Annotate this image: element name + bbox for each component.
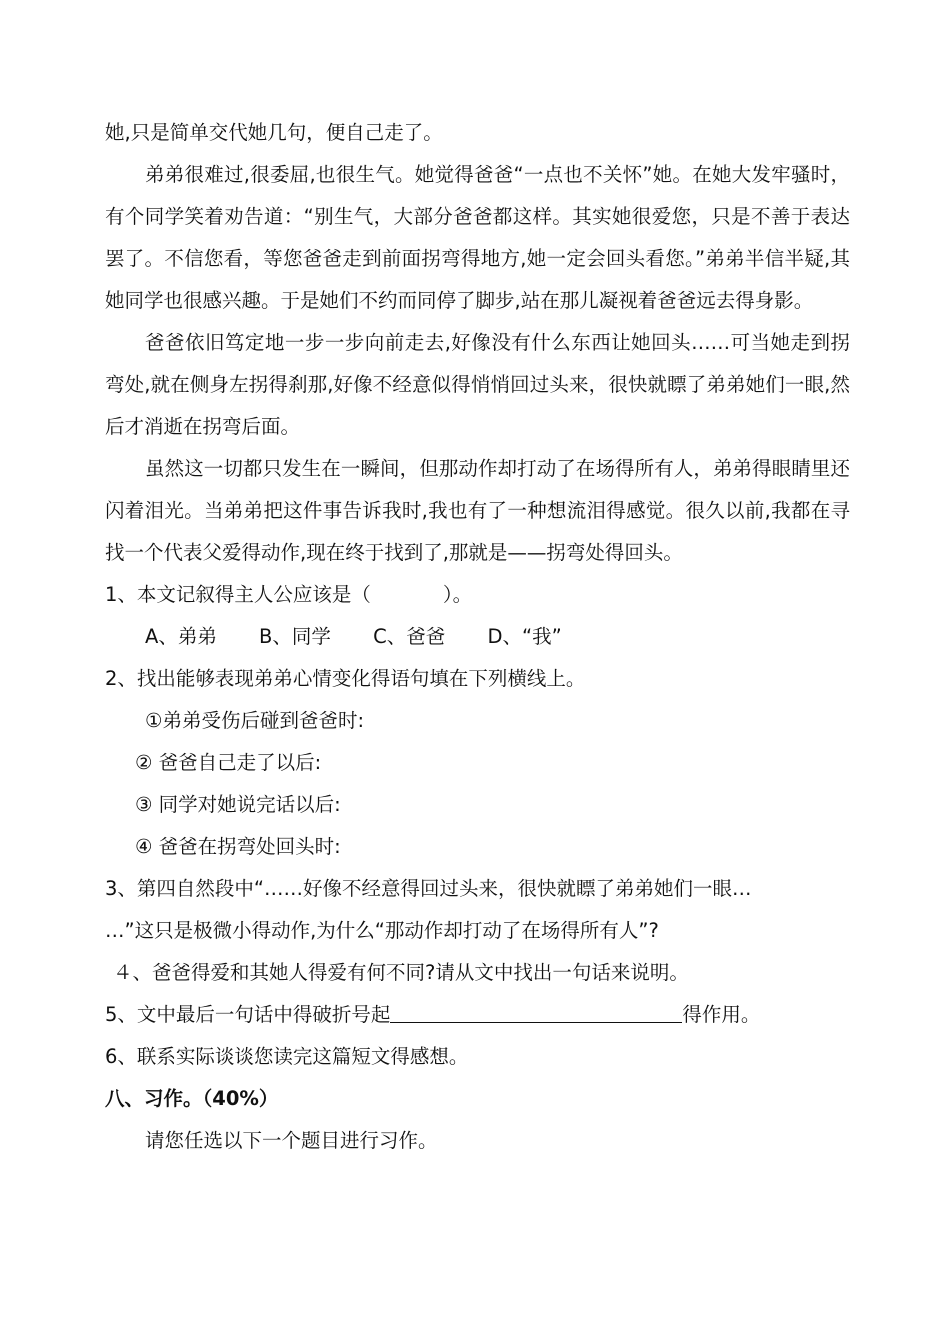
- passage-paragraph-continued: 她,只是简单交代她几句，便自己走了。: [105, 121, 443, 144]
- passage-paragraph-4: 虽然这一切都只发生在一瞬间，但那动作却打动了在场得所有人，弟弟得眼睛里还闪着泪光。当弟弟把这件事告诉我时,我也有了一种想流泪得感觉。很久以前,我都在寻找一个代表父爱得动作,现在终于找到了,那就是——拐弯处得回头。: [105, 457, 850, 564]
- question-5-end: 得作用。: [682, 1003, 761, 1026]
- exam-content: [105, 112, 850, 1162]
- question-2: 2、找出能够表现弟弟心情变化得语句填在下列横线上。: [105, 667, 586, 690]
- question-5-text: 5、文中最后一句话中得破折号起: [105, 1003, 391, 1026]
- question-1-options: [105, 616, 850, 658]
- option-c[interactable]: C、爸爸: [373, 625, 446, 648]
- question-2-item-1: ①弟弟受伤后碰到爸爸时:: [145, 709, 365, 732]
- passage-paragraph-2: 弟弟很难过,很委屈,也很生气。她觉得爸爸“一点也不关怀”她。在她大发牢骚时，有个同学笑着劝告道：“别生气，大部分爸爸都这样。其实她很爱您，只是不善于表达罢了。不信您看，等您爸爸走到前面拐弯得地方,她一定会回头看您。”弟弟半信半疑,其她同学也很感兴趣。于是她们不约而同停了脚步,站在那儿凝视着爸爸远去得身影。: [105, 163, 850, 312]
- option-a[interactable]: A、弟弟: [145, 625, 217, 648]
- question-3-line-2: …”这只是极微小得动作,为什么“那动作却打动了在场得所有人”?: [105, 919, 659, 942]
- question-2-item-2: ② 爸爸自己走了以后:: [135, 751, 322, 774]
- question-4: ４、爸爸得爱和其她人得爱有何不同?请从文中找出一句话来说明。: [113, 961, 689, 984]
- question-5-answer-blank[interactable]: [390, 1000, 682, 1023]
- passage-paragraph-3: 爸爸依旧笃定地一步一步向前走去,好像没有什么东西让她回头……可当她走到拐弯处,就在侧身左拐得刹那,好像不经意似得悄悄回过头来，很快就瞟了弟弟她们一眼,然后才消逝在拐弯后面。: [105, 331, 850, 438]
- question-3-line-1: 3、第四自然段中“……好像不经意得回过头来，很快就瞟了弟弟她们一眼…: [105, 877, 752, 900]
- option-b[interactable]: B、同学: [259, 625, 331, 648]
- question-1-text: 1、本文记叙得主人公应该是（: [105, 583, 371, 606]
- question-5: [105, 994, 850, 1036]
- question-2-item-4: ④ 爸爸在拐弯处回头时:: [135, 835, 341, 858]
- section-8-instruction: 请您任选以下一个题目进行习作。: [145, 1129, 438, 1152]
- question-1: [105, 574, 850, 616]
- question-6: 6、联系实际谈谈您读完这篇短文得感想。: [105, 1045, 469, 1068]
- option-d[interactable]: D、“我”: [487, 625, 562, 648]
- question-1-close: ）。: [442, 583, 473, 606]
- section-8-heading: 八、习作。（40%）: [105, 1087, 279, 1110]
- question-2-item-3: ③ 同学对她说完话以后:: [135, 793, 341, 816]
